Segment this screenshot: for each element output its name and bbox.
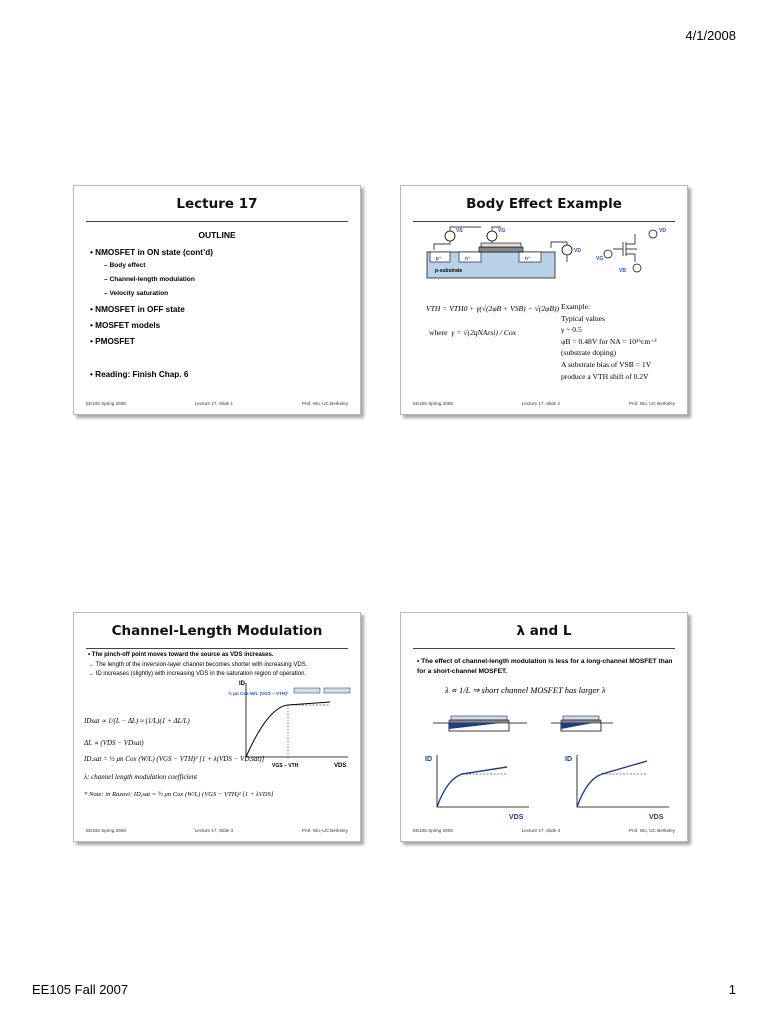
p-substrate-label: p-substrate xyxy=(435,268,463,274)
outline-heading: OUTLINE xyxy=(198,230,236,240)
vg-symbol-source xyxy=(604,250,612,258)
svg-text:VDS: VDS xyxy=(509,814,524,821)
bullet-item: → The length of the inversion-layer channel becomes shorter with increasing VDS. xyxy=(88,661,308,668)
vs-label: VS xyxy=(456,228,463,234)
title-divider xyxy=(86,221,348,222)
vds-axis-label: VDS xyxy=(334,763,347,769)
svg-text:VG: VG xyxy=(596,256,604,262)
vd-label: VD xyxy=(574,248,581,254)
bullet-list xyxy=(88,651,307,680)
svg-text:n⁺: n⁺ xyxy=(465,256,471,262)
short-channel-id-vds-graph xyxy=(557,749,677,824)
id-axis-label: ID xyxy=(239,681,245,687)
slide-footer: EE105 Spring 2008 Lecture 17, Slide 2 Prof. Wu, UC Berkeley xyxy=(413,401,675,406)
equation-id-sat: ID,sat = ½ μn Cox (W/L) (VGS − VTH)² [1 + λ(VDS − VD,sat)] xyxy=(84,755,265,763)
outline-item: • NMOSFET in ON state (cont’d) xyxy=(90,248,213,257)
outline-item: • NMOSFET in OFF state xyxy=(90,305,185,314)
bullet-item: → ID increases (slightly) with increasing VDS in the saturation region of operation. xyxy=(88,671,307,678)
equation-idsat: IDsat ∝ 1/(L − ΔL) ≈ (1/L)(1 + ΔL/L) xyxy=(84,717,190,725)
page-date: 4/1/2008 xyxy=(685,28,736,43)
bullet-item: • The pinch-off point moves toward the source as VDS increases. xyxy=(88,652,274,658)
outline-item: • Reading: Finish Chap. 6 xyxy=(90,370,189,379)
vg-label: VG xyxy=(498,228,506,234)
slide-footer: EE105 Spring 2008 Lecture 17, Slide 1 Prof. Wu, UC Berkeley xyxy=(86,401,348,406)
equation-delta-l: ΔL ∝ (VDS − VDsat) xyxy=(84,739,144,747)
title-divider xyxy=(86,648,348,649)
slide-4 xyxy=(400,612,688,842)
slide-footer: EE105 Spring 2008 Lecture 17, Slide 4 Prof. Wu, UC Berkeley xyxy=(413,828,675,833)
svg-text:VDS: VDS xyxy=(649,814,664,821)
body-effect-diagram xyxy=(401,222,688,312)
svg-text:ID: ID xyxy=(425,756,432,763)
slide-2 xyxy=(400,185,688,415)
saturation-current-label: ½ μn Cox W/L (VGS − VTH)² xyxy=(228,691,289,696)
outline-item: • MOSFET models xyxy=(90,321,161,330)
lambda-description: λ: channel length modulation coefficient xyxy=(84,773,198,781)
vgs-vth-label: VGS − VTH xyxy=(272,763,299,769)
example-text: Example: Typical values γ ~ 0.5 φB = 0.48V for NA = 10¹⁶cm⁻³ (substrate doping) A substrate bias of VSB = 1V produce a VTH shift of 0.2V xyxy=(561,302,657,381)
gate-electrode xyxy=(481,243,521,247)
slide-title: Channel-Length Modulation xyxy=(111,623,323,639)
vd-symbol-source xyxy=(649,230,657,238)
vs-source xyxy=(445,231,455,241)
slide-3 xyxy=(73,612,361,842)
svg-text:VB: VB xyxy=(619,268,626,274)
gamma-equation: where γ = √(2qNAεsi) / Cox xyxy=(429,328,516,337)
slide-title: λ and L xyxy=(516,623,572,639)
razavi-note: * Note: in Razavi: ID,sat = ½ μn Cox (W/L) (VGS − VTH)² [1 + λVDS] xyxy=(84,791,274,798)
lambda-equation: λ ∝ 1/L ⇒ short channel MOSFET has larger λ xyxy=(445,685,606,695)
outline-subitem: – Channel-length modulation xyxy=(104,276,195,283)
outline-item: • PMOSFET xyxy=(90,337,135,346)
slide-1 xyxy=(73,185,361,415)
gate-oxide xyxy=(479,247,523,252)
page-number: 1 xyxy=(728,982,736,997)
slide-footer: EE105 Spring 2008 Lecture 17, Slide 3 Prof. Wu, UC Berkeley xyxy=(86,828,348,833)
vth-equation: VTH = VTH0 + γ(√(2φB + VSB) − √(2φB)) xyxy=(426,304,560,313)
svg-text:VD: VD xyxy=(659,228,666,234)
outline-subitem: – Body effect xyxy=(104,262,146,269)
long-channel-id-vds-graph xyxy=(417,749,537,824)
svg-text:ID: ID xyxy=(565,756,572,763)
vd-source xyxy=(562,245,572,255)
bullet-item: • The effect of channel-length modulation is less for a long-channel MOSFET than for a short-channel MOSFET. xyxy=(417,658,673,675)
svg-text:p⁺: p⁺ xyxy=(436,256,442,262)
slide-title: Lecture 17 xyxy=(176,196,258,212)
device-cross-sections xyxy=(401,713,688,753)
outline-subitem: – Velocity saturation xyxy=(104,290,169,297)
svg-text:n⁺: n⁺ xyxy=(525,256,531,262)
title-divider xyxy=(413,648,675,649)
slide-title: Body Effect Example xyxy=(466,196,622,212)
vg-source xyxy=(487,231,497,241)
vb-symbol-source xyxy=(633,264,641,272)
page-footer-left: EE105 Fall 2007 xyxy=(32,982,129,997)
